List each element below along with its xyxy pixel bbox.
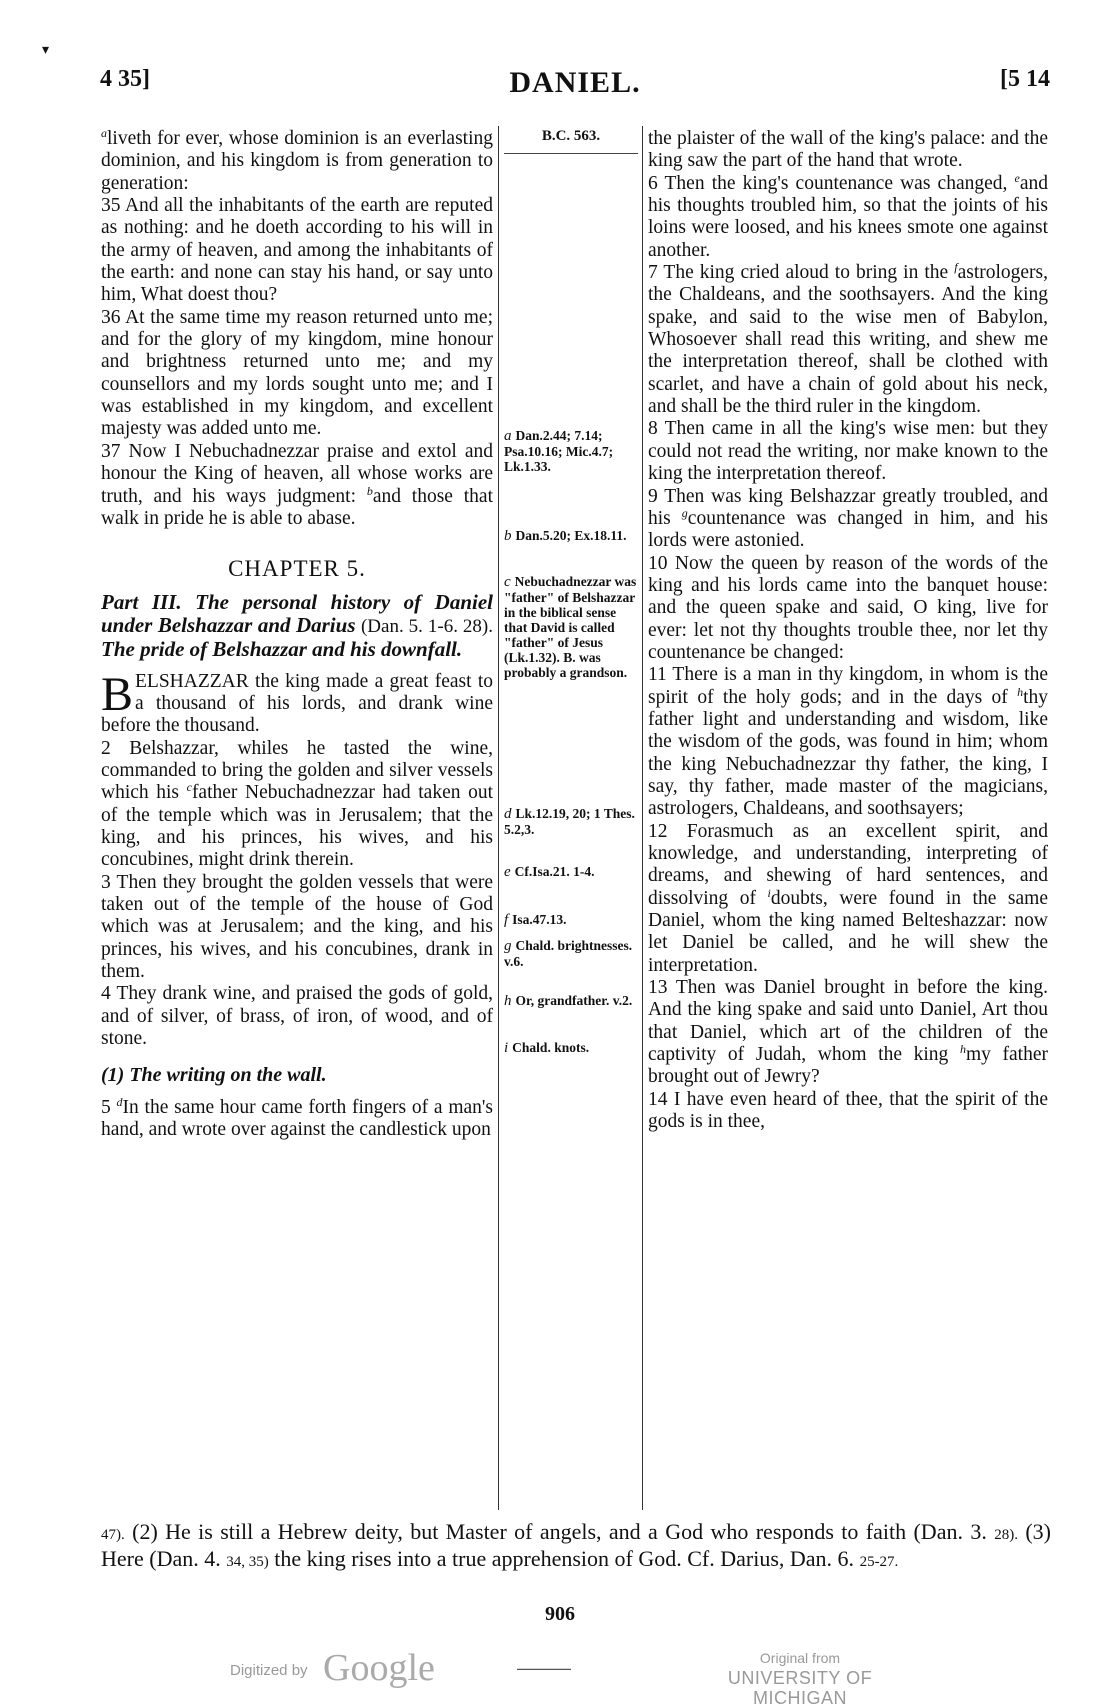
verse-1: BELSHAZZAR the king made a great feast to a thousand of his lords, and drank wine before the thousand. [101, 667, 493, 737]
note-mark: h [959, 1042, 966, 1057]
scan-mark: ▾ [42, 43, 50, 58]
verse-13: 13 Then was Daniel brought in before the king. And the king spake and said unto Daniel, Art thou that Daniel, which art of the children of the captivity of Judah, whom the king $^h$my father brought out of Jewry? [648, 977, 1048, 1088]
margin-note: d Lk.12.19, 20; 1 Thes. 5.2,3. [504, 806, 635, 837]
note-mark: a [101, 126, 107, 140]
header-left-ref: 4 35] [100, 66, 150, 92]
margin-note: c Nebuchadnezzar was "father" of Belshazzar in the biblical sense that David is called "father" of Jesus (Lk.1.32). B. was probably a grandson. [504, 574, 637, 680]
verse-35: 35 And all the inhabitants of the earth are reputed as nothing: and he doeth according to his will in the army of heaven, and among the inhabitants of the earth: and none can stay his hand, or say unto him, What doest thou? [101, 195, 493, 306]
part-reference: (Dan. 5. 1-6. 28). [360, 615, 494, 637]
margin-note: f Isa.47.13. [504, 912, 567, 928]
margin-note: h Or, grandfather. v.2. [504, 993, 633, 1009]
original-source [680, 1648, 920, 1708]
chapter-heading: CHAPTER 5. [228, 556, 366, 582]
verse-3: 3 Then they brought the golden vessels that were taken out of the temple of the house of God which was at Jerusalem; and the king, and his princes, his wives, and his concubines, drank in them. [101, 871, 493, 982]
header-title: DANIEL. [509, 66, 641, 99]
note-mark: i [767, 885, 771, 900]
verse-7: 7 The king cried aloud to bring in the $^f$astrologers, the Chaldeans, and the soothsayers. And the king spake, and said to the wise men of Babylon, Whosoever shall read this writing, and shew me the interpretation thereof, shall be clothed with scarlet, and have a chain of gold about his neck, and shall be the third ruler in the kingdom. [648, 260, 1049, 418]
column-rule-right [642, 126, 643, 1510]
section-subheading: (1) The writing on the wall. [101, 1064, 327, 1087]
margin-notes-column [504, 128, 638, 1056]
note-mark: h [1017, 684, 1024, 699]
verse-36: 36 At the same time my reason returned unto me; and for the glory of my kingdom, mine honour and brightness returned unto me; and my counsellors and my lords sought unto me; and I was established in my kingdom, and excellent majesty was added unto me. [101, 306, 493, 440]
verse-8: 8 Then came in all the king's wise men: but they could not read the writing, nor make known to the king the interpretation thereof. [648, 418, 1048, 485]
verse-12: 12 Forasmuch as an excellent spirit, and knowledge, and understanding, interpreting of dreams, and shewing of hard sentences, and dissolving of $^i$doubts, were found in the same Daniel, whom the king named Belteshazzar: now let Daniel be called, and he will shew the interpretation. [648, 820, 1048, 976]
margin-note: e Cf.Isa.21. 1-4. [504, 864, 595, 880]
page-number: 906 [545, 1603, 575, 1625]
margin-note: b Dan.5.20; Ex.18.11. [504, 528, 627, 544]
verse-9: 9 Then was king Belshazzar greatly troubled, and his $^g$countenance was changed in him, and his lords were astonied. [648, 485, 1048, 552]
verse-5: 5 $^d$In the same hour came forth fingers of a man's hand, and wrote over against the candlestick upon [101, 1094, 494, 1141]
note-mark: c [186, 780, 192, 795]
margin-note: i Chald. knots. [504, 1040, 590, 1056]
note-mark: f [954, 260, 958, 275]
digitization-watermark [0, 1647, 1120, 1708]
digitized-by-label: Digitized by [230, 1662, 308, 1679]
verse-5-continued: the plaister of the wall of the king's palace: and the king saw the part of the hand that wrote. [648, 128, 1048, 172]
original-from-label: Original from [759, 1650, 841, 1666]
verse-11: 11 There is a man in thy kingdom, in whom is the spirit of the holy gods; and in the days of $^h$thy father light and understanding and wisdom, like the wisdom of the gods, was found in him; whom the king Nebuchadnezzar thy father, the king, I say, thy father, made master of the magicians, astrologers, Chaldeans, and soothsayers; [648, 664, 1049, 820]
watermark-divider: ——— [517, 1658, 571, 1678]
part-heading: Part III. The personal history of Daniel under Belshazzar and Darius (Dan. 5. 1-6. 28). The pride of Belshazzar and his downfall. [101, 589, 494, 661]
left-text-column [101, 128, 493, 1141]
part-subheading: The pride of Belshazzar and his downfall. [101, 636, 463, 661]
margin-note: a Dan.2.44; 7.14; Psa.10.16; Mic.4.7; Lk.1.33. [504, 428, 614, 474]
verse-4: 4 They drank wine, and praised the gods of gold, and of silver, of brass, of iron, of wood, and of stone. [101, 983, 493, 1050]
commentary-footnote: 47). (2) He is still a Hebrew deity, but Master of angels, and a God who responds to faith (Dan. 3. 28). (3) Here (Dan. 4. 34, 35) the king rises into a true apprehension of God. Cf. Darius, Dan. 6. 25-27. [101, 1519, 1051, 1571]
google-logo: Google [323, 1647, 435, 1689]
margin-date: B.C. 563. [504, 128, 638, 154]
verse-6: 6 Then the king's countenance was changed, $^e$and his thoughts troubled him, so that the joints of his loins were loosed, and his knees smote one against another. [648, 170, 1048, 261]
verse-10: 10 Now the queen by reason of the words of the king and his lords came into the banquet house: and the queen spake and said, O king, live for ever: let not thy thoughts trouble thee, nor let thy countenance be changed: [648, 552, 1048, 663]
verse-37: 37 Now I Nebuchadnezzar praise and extol and honour the King of heaven, all whose works are truth, and his ways judgment: $^b$and those that walk in pride he is able to abase. [101, 440, 493, 529]
university-label: UNIVERSITY OF MICHIGAN [727, 1668, 873, 1708]
note-mark: e [1014, 170, 1020, 185]
drop-cap: B [101, 667, 134, 721]
column-rule-left [498, 126, 499, 1510]
note-mark: g [681, 505, 688, 520]
margin-note: g Chald. brightnesses. v.6. [504, 938, 633, 969]
note-mark: b [366, 483, 373, 498]
note-mark: d [116, 1094, 123, 1109]
running-header [100, 66, 1050, 106]
verse-14: 14 I have even heard of thee, that the spirit of the gods is in thee, [648, 1088, 1048, 1133]
right-text-column [648, 128, 1048, 1133]
verse-2: 2 Belshazzar, whiles he tasted the wine, commanded to bring the golden and silver vessels which his $^c$father Nebuchadnezzar had taken out of the temple which was in Jerusalem; that the king, and his princes, his wives, and his concubines, might drink therein. [101, 737, 493, 871]
verse-34-continued: $^a$liveth for ever, whose dominion is an everlasting dominion, and his kingdom is from generation to generation: [101, 126, 493, 194]
header-right-ref: [5 14 [1000, 66, 1050, 92]
